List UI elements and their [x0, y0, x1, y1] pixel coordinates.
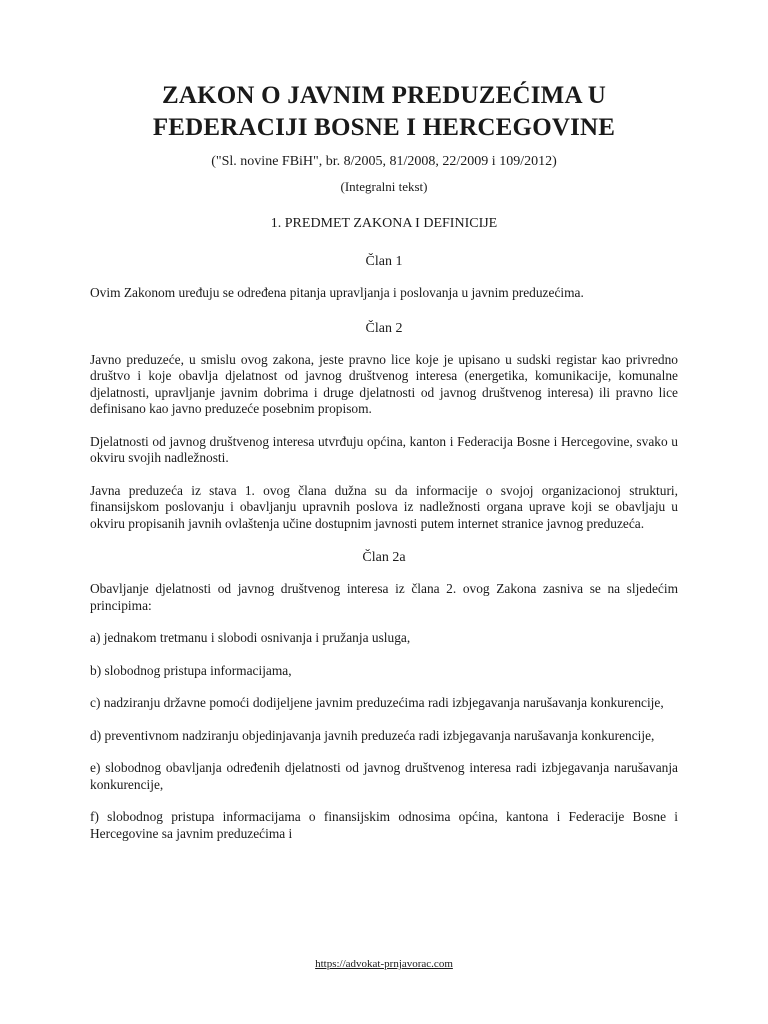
article-2a-item-c: c) nadziranju državne pomoći dodijeljene javnim preduzećima radi izbjegavanja narušavanja konkurencije, [90, 695, 664, 710]
article-2-paragraph-1: Javno preduzeće, u smislu ovog zakona, jeste pravno lice koje je upisano u sudski registar kao privredno društvo i koje obavlja djelatnost od javnog društvenog interesa (energetika, komunikacije, komunalne djelatnosti, upravljanje javnim dobrima i druge djelatnosti od javnog društvenog interesa) ili pravno lice definisano kao javno preduzeće posebnim propisom. [90, 351, 678, 416]
article-1-paragraph-1: Ovim Zakonom uređuju se određena pitanja upravljanja i poslovanja u javnim preduzećima. [90, 285, 584, 300]
article-2a-item-b: b) slobodnog pristupa informacijama, [90, 662, 292, 678]
page-footer [0, 957, 768, 971]
article-2a-item-e: e) slobodnog obavljanja određenih djelatnosti od javnog društvenog interesa radi izbjegavanja narušavanja konkurencije, [90, 760, 678, 792]
article-2a-item-f: f) slobodnog pristupa informacijama o finansijskim odnosima općina, kantona i Federacije Bosne i Hercegovine sa javnim preduzećima i [90, 809, 678, 841]
footer-website-link[interactable]: https://advokat-prnjavorac.com [315, 958, 453, 970]
article-heading-2: Član 2 [365, 320, 403, 336]
article-2a-item-d: d) preventivnom nadziranju objedinjavanja javnih preduzeća radi izbjegavanja narušavanja konkurencije, [90, 727, 655, 743]
article-heading-1: Član 1 [365, 254, 403, 269]
article-2-paragraph-3: Javna preduzeća iz stava 1. ovog člana dužna su da informacije o svojoj organizacionoj strukturi, finansijskom poslovanju i obavljanju upravnih poslova iz nadležnosti organa uprave koji se obavljaju u okviru propisanih javnih ovlaštenja učine dostupnim javnosti putem internet stranice javnog preduzeća. [90, 482, 678, 531]
article-heading-2a: Član 2a [362, 550, 406, 565]
article-2a-item-a: a) jednakom tretmanu i slobodi osnivanja i pružanja usluga, [90, 630, 411, 645]
article-2-paragraph-2: Djelatnosti od javnog društvenog interesa utvrđuju općina, kanton i Federacija Bosne i Hercegovine, svako u okviru svojih nadležnosti. [90, 433, 678, 465]
section-heading: 1. PREDMET ZAKONA I DEFINICIJE [270, 216, 498, 231]
gazette-reference: ("Sl. novine FBiH", br. 8/2005, 81/2008, 22/2009 i 109/2012) [211, 154, 557, 169]
integral-text-note: (Integralni tekst) [340, 179, 428, 194]
article-2a-intro: Obavljanje djelatnosti od javnog društvenog interesa iz člana 2. ovog Zakona zasniva se na sljedećim principima: [90, 581, 678, 613]
document-title: ZAKON O JAVNIM PREDUZEĆIMA U FEDERACIJI BOSNE I HERCEGOVINE [152, 82, 616, 141]
